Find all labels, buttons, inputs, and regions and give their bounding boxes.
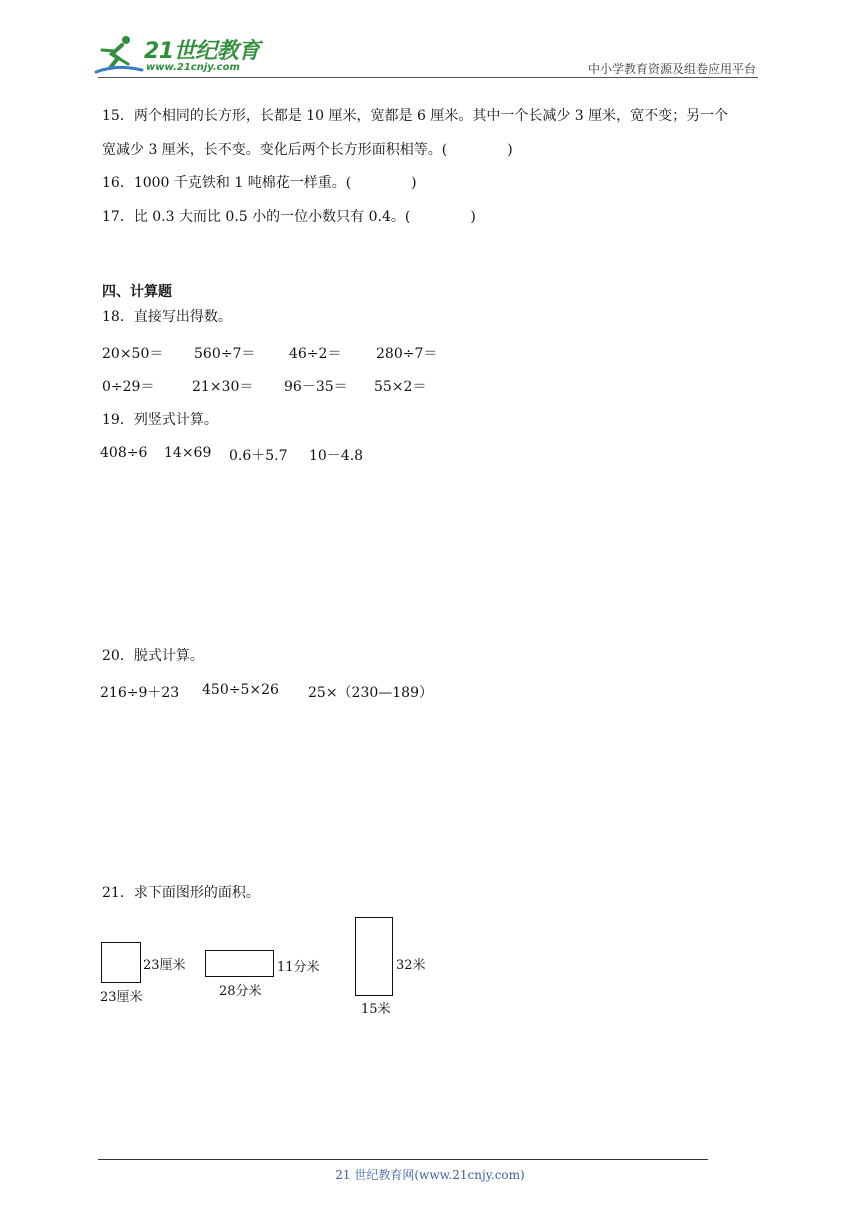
question-17-close: ): [470, 209, 476, 225]
oral-calc-8: 55×2＝: [374, 379, 427, 395]
runner-logo-icon: [92, 34, 144, 78]
vertical-calc-2: 14×69: [164, 445, 212, 461]
tall-rectangle-figure: [355, 917, 393, 996]
question-15-close: ): [507, 142, 513, 158]
logo-brand-text: 21世纪教育: [144, 39, 260, 64]
stepwise-calc-3: 25×（230—189）: [308, 685, 433, 701]
platform-name: 中小学教育资源及组卷应用平台: [587, 62, 756, 76]
oral-calc-6: 21×30＝: [192, 379, 254, 395]
footer-text[interactable]: 21 世纪教育网(www.21cnjy.com): [335, 1168, 525, 1182]
section-title: 四、计算题: [102, 284, 172, 300]
oral-calc-7: 96－35＝: [284, 379, 348, 395]
square-bottom-label: 23厘米: [100, 990, 143, 1005]
question-19-title: 19．列竖式计算。: [102, 412, 218, 428]
stepwise-calc-1: 216÷9＋23: [100, 685, 180, 701]
oral-calc-2: 560÷7＝: [194, 346, 256, 362]
square-side-label: 23厘米: [143, 958, 186, 973]
question-17-text: 17．比 0.3 大而比 0.5 小的一位小数只有 0.4。(: [102, 209, 411, 225]
oral-calc-3: 46÷2＝: [289, 346, 342, 362]
logo: [92, 34, 262, 78]
question-15-line-1: 15．两个相同的长方形，长都是 10 厘米，宽都是 6 厘米。其中一个长减少 3 厘米，宽不变；另一个: [102, 108, 729, 124]
question-18-title: 18．直接写出得数。: [102, 309, 232, 325]
vertical-calc-4: 10－4.8: [309, 448, 364, 464]
stepwise-calc-2: 450÷5×26: [202, 682, 279, 698]
vertical-calc-1: 408÷6: [100, 445, 148, 461]
question-20-title: 20．脱式计算。: [102, 648, 204, 664]
oral-calc-5: 0÷29＝: [102, 379, 155, 395]
logo-url-text: www.21cnjy.com: [146, 62, 240, 73]
wide-rectangle-figure: [205, 950, 274, 977]
vertical-calc-3: 0.6＋5.7: [229, 448, 288, 464]
square-figure: [101, 942, 141, 983]
question-15-line-2: [102, 140, 513, 160]
header-divider: [98, 77, 758, 78]
oral-calc-1: 20×50＝: [102, 346, 164, 362]
tall-rectangle-side-label: 32米: [396, 958, 426, 973]
wide-rectangle-bottom-label: 28分米: [219, 984, 262, 999]
tall-rectangle-bottom-label: 15米: [361, 1002, 391, 1017]
question-16-text: 16．1000 千克铁和 1 吨棉花一样重。(: [102, 175, 352, 191]
question-21-title: 21．求下面图形的面积。: [102, 885, 260, 901]
oral-calc-4: 280÷7＝: [376, 346, 438, 362]
question-16: [102, 173, 417, 193]
question-15-text: 宽减少 3 厘米，长不变。变化后两个长方形面积相等。(: [102, 142, 448, 158]
question-17: [102, 207, 476, 227]
footer-divider: [98, 1159, 708, 1160]
question-16-close: ): [411, 175, 417, 191]
wide-rectangle-side-label: 11分米: [277, 960, 320, 975]
